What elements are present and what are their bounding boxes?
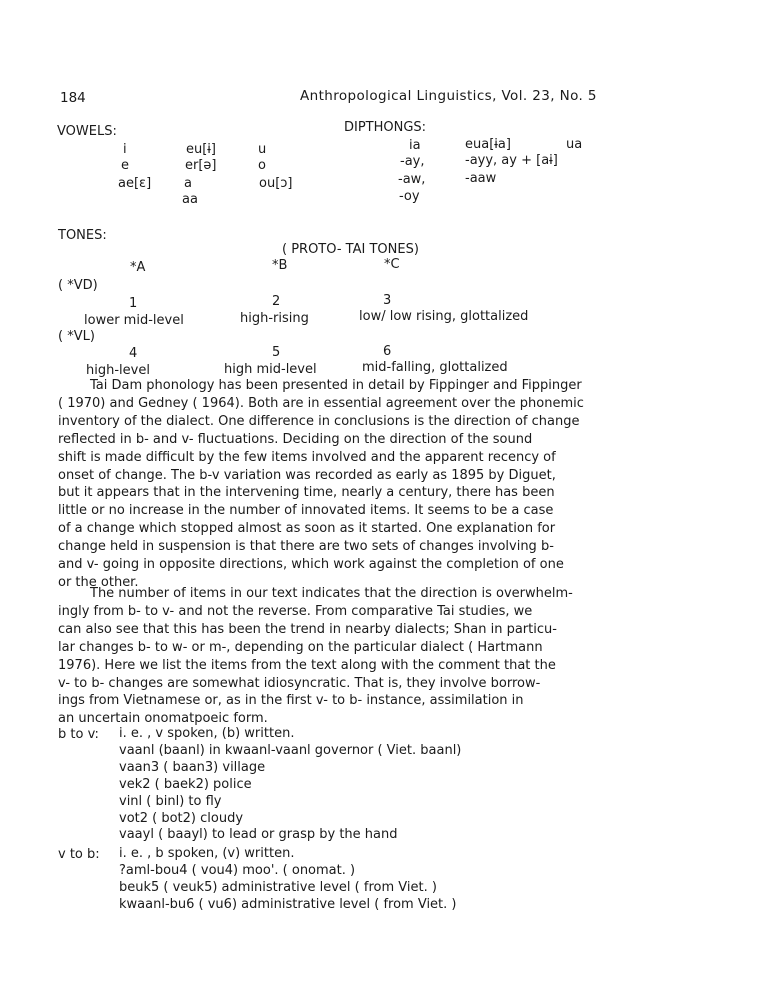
paragraph-line: ingly from b- to v- and not the reverse. From comparative Tai studies, we	[58, 603, 533, 619]
vowels-label: VOWELS:	[57, 124, 117, 139]
paragraph-line: an uncertain onomatpoeic form.	[58, 711, 268, 727]
vowel-cell: er[ə]	[185, 158, 217, 173]
tone-description: lower mid-level	[84, 313, 184, 328]
paragraph-2	[58, 585, 708, 728]
paragraph-line: shift is made difficult by the few items involved and the apparent recency of	[58, 449, 556, 465]
vowel-cell: u	[258, 142, 267, 157]
paragraph-line: change held in suspension is that there are two sets of changes involving b-	[58, 539, 554, 555]
vowel-cell: ae[ɛ]	[118, 176, 152, 191]
word-entry: vinl ( binl) to fly	[119, 794, 222, 809]
paragraph-1	[58, 377, 708, 592]
dipthong-cell: -aw,	[398, 172, 426, 187]
tone-description: high-rising	[240, 311, 309, 326]
b-to-v-label: b to v:	[58, 727, 99, 742]
v-to-b-note: i. e. , b spoken, (v) written.	[119, 846, 295, 861]
paragraph-line: and v- going in opposite directions, which work against the completion of one	[58, 557, 564, 573]
tone-number: 3	[383, 293, 392, 308]
b-to-v-note: i. e. , v spoken, (b) written.	[119, 726, 295, 741]
tone-number: 4	[129, 346, 138, 361]
paragraph-line: but it appears that in the intervening time, nearly a century, there has been	[58, 485, 555, 501]
paragraph-line: inventory of the dialect. One difference in conclusions is the direction of change	[58, 413, 580, 429]
running-title: Anthropological Linguistics, Vol. 23, No. 5	[300, 88, 597, 104]
dipthong-cell: -ayy, ay + [aɨ]	[465, 153, 558, 168]
paragraph-line: little or no increase in the number of innovated items. It seems to be a case	[58, 503, 554, 519]
word-entry: beuk5 ( veuk5) administrative level ( from Viet. )	[119, 880, 437, 895]
word-entry: vaanl (baanl) in kwaanl-vaanl governor ( Viet. baanl)	[119, 743, 462, 758]
vowel-cell: aa	[182, 192, 198, 207]
tones-label: TONES:	[58, 228, 107, 243]
dipthongs-label: DIPTHONGS:	[344, 120, 427, 135]
page-number: 184	[60, 90, 86, 106]
vowel-cell: i	[123, 142, 127, 157]
dipthong-cell: eua[ɨa]	[465, 137, 511, 152]
vl-label: ( *VL)	[58, 329, 95, 344]
proto-tone-a: *A	[130, 260, 146, 275]
vowel-cell: o	[258, 158, 266, 173]
word-entry: vot2 ( bot2) cloudy	[119, 811, 244, 826]
vowel-cell: e	[121, 158, 129, 173]
tone-number: 6	[383, 344, 392, 359]
dipthong-cell: ia	[409, 138, 421, 153]
paragraph-line: The number of items in our text indicates that the direction is overwhelm-	[90, 586, 573, 601]
paragraph-line: can also see that this has been the trend in nearby dialects; Shan in particu-	[58, 621, 557, 637]
word-entry: kwaanl-bu6 ( vu6) administrative level ( from Viet. )	[119, 897, 457, 912]
vowel-cell: a	[184, 176, 192, 191]
paragraph-line: or the other.	[58, 574, 139, 590]
paragraph-line: ( 1970) and Gedney ( 1964). Both are in essential agreement over the phonemic	[58, 395, 584, 411]
dipthong-cell: -oy	[399, 189, 420, 204]
paragraph-line: reflected in b- and v- fluctuations. Deciding on the direction of the sound	[58, 431, 533, 447]
paragraph-line: onset of change. The b-v variation was recorded as early as 1895 by Diguet,	[58, 467, 556, 483]
tone-description: low/ low rising, glottalized	[359, 309, 529, 324]
paragraph-line: 1976). Here we list the items from the text along with the comment that the	[58, 657, 556, 673]
paragraph-line: Tai Dam phonology has been presented in detail by Fippinger and Fippinger	[90, 378, 582, 393]
tone-number: 2	[272, 294, 281, 309]
word-entry: vaan3 ( baan3) village	[119, 760, 266, 775]
vowel-cell: ou[ɔ]	[259, 176, 293, 191]
tone-description: high mid-level	[224, 362, 317, 377]
word-entry: vaayl ( baayl) to lead or grasp by the hand	[119, 827, 398, 842]
paragraph-line: lar changes b- to w- or m-, depending on the particular dialect ( Hartmann	[58, 639, 543, 655]
tone-number: 1	[129, 296, 138, 311]
word-entry: ?aml-bou4 ( vou4) moo'. ( onomat. )	[119, 863, 356, 878]
tone-number: 5	[272, 345, 281, 360]
proto-tone-c: *C	[384, 257, 400, 272]
v-to-b-label: v to b:	[58, 847, 100, 862]
tone-description: high-level	[86, 363, 150, 378]
vowel-cell: eu[ɨ]	[186, 142, 216, 157]
paragraph-line: v- to b- changes are somewhat idiosyncratic. That is, they involve borrow-	[58, 675, 541, 691]
dipthong-cell: -aaw	[465, 171, 497, 186]
paragraph-line: of a change which stopped almost as soon as it started. One explanation for	[58, 521, 556, 537]
dipthong-cell: ua	[566, 137, 583, 152]
word-entry: vek2 ( baek2) police	[119, 777, 252, 792]
vd-label: ( *VD)	[58, 278, 98, 293]
proto-tai-heading: ( PROTO- TAI TONES)	[282, 242, 419, 257]
tone-description: mid-falling, glottalized	[362, 360, 508, 375]
paragraph-line: ings from Vietnamese or, as in the first v- to b- instance, assimilation in	[58, 693, 524, 709]
proto-tone-b: *B	[272, 258, 288, 273]
dipthong-cell: -ay,	[400, 154, 425, 169]
